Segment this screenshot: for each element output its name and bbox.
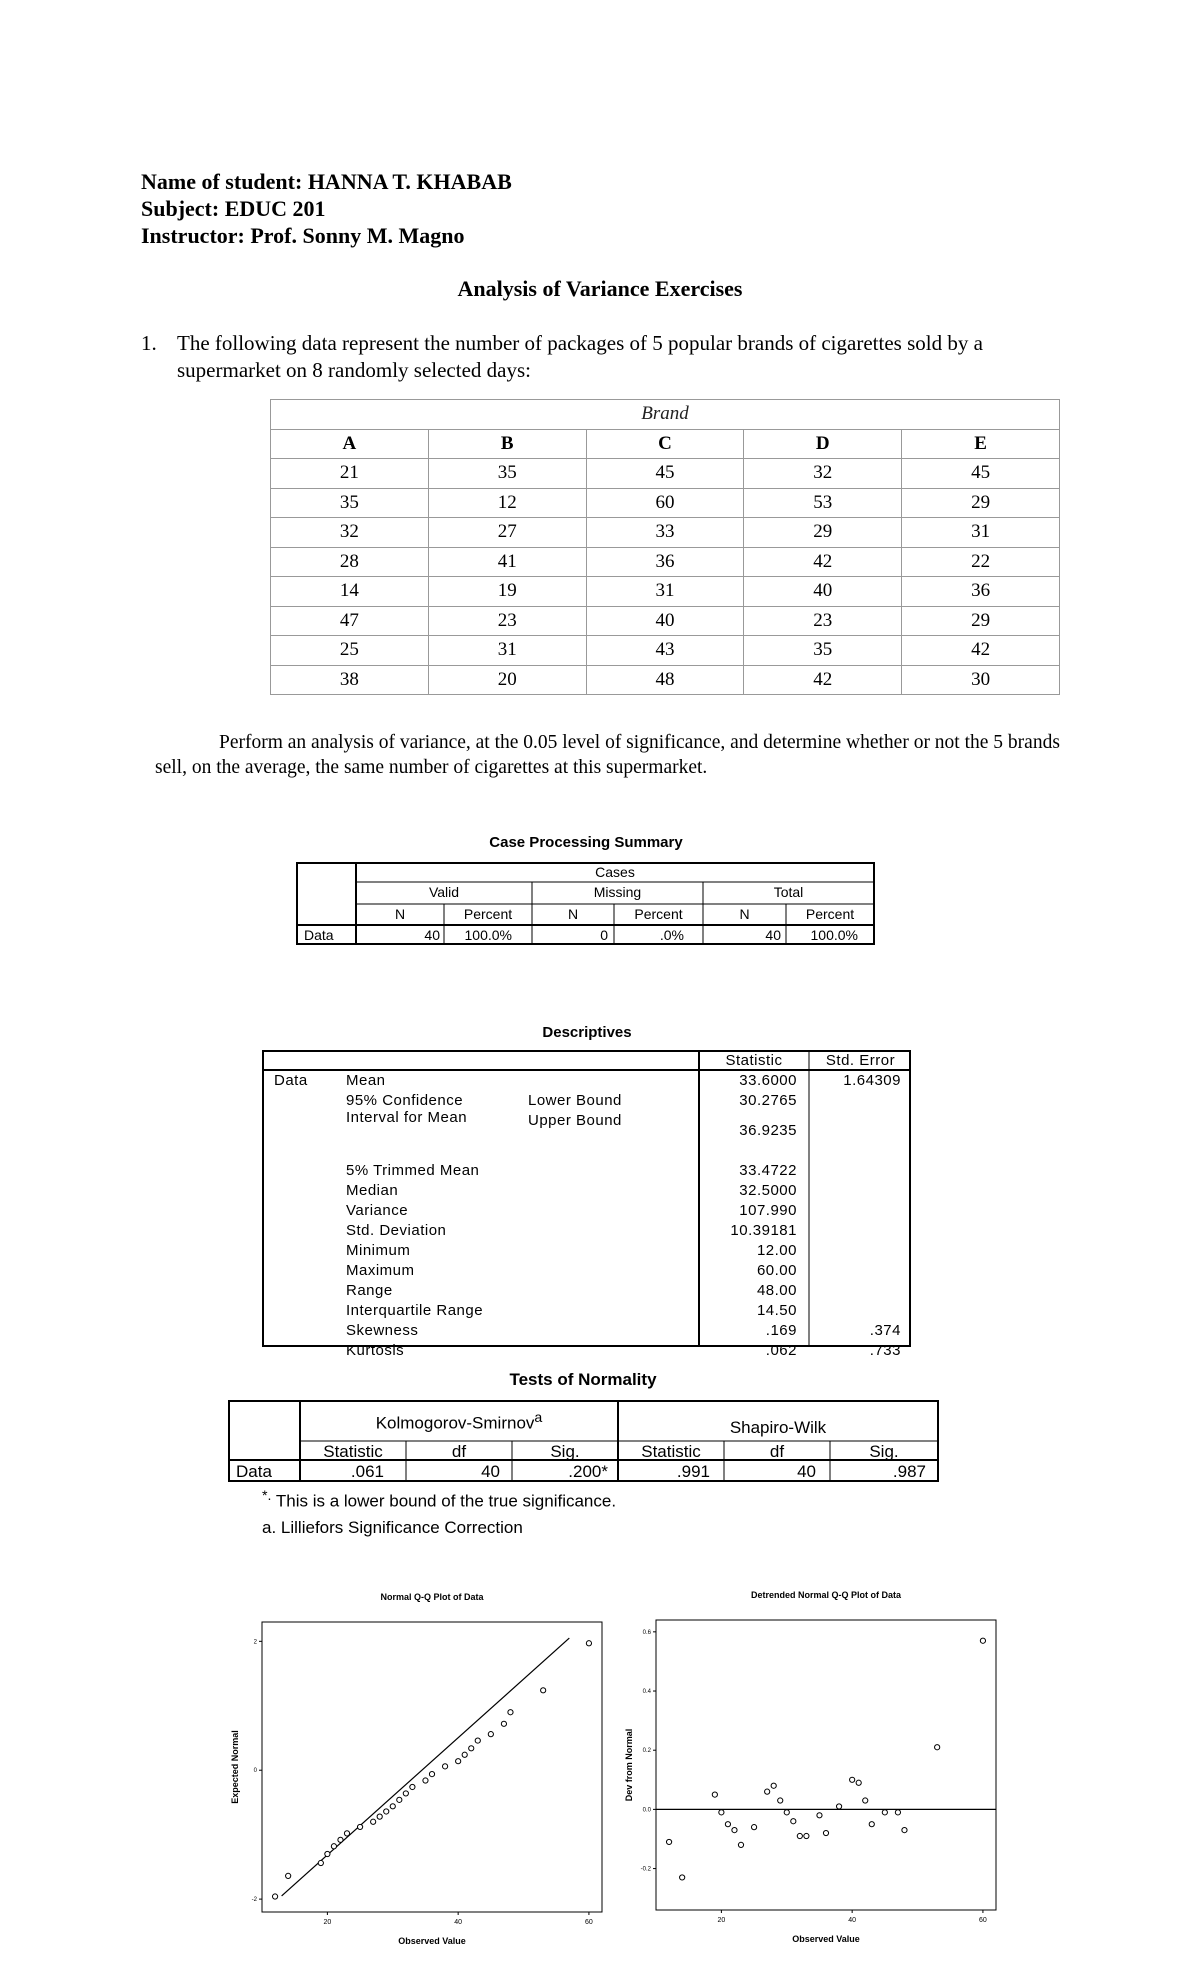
data-point [836, 1804, 841, 1809]
desc-se: 1.64309 [843, 1072, 901, 1089]
missing-n-header: N [567, 906, 579, 922]
instructor-line: Instructor: Prof. Sonny M. Magno [141, 223, 465, 248]
brand-cell: 45 [586, 459, 744, 489]
brand-cell: 40 [586, 606, 744, 636]
normality-title: Tests of Normality [509, 1370, 657, 1389]
x-tick-label: 20 [717, 1917, 726, 1924]
brand-cell: 48 [586, 665, 744, 695]
desc-stat: 30.2765 [739, 1092, 797, 1109]
x-tick-label: 40 [454, 1919, 463, 1926]
chart-title: Detrended Normal Q-Q Plot of Data [750, 1590, 902, 1600]
ks-sig-header: Sig. [550, 1442, 580, 1461]
data-point [344, 1831, 349, 1836]
data-point [456, 1759, 461, 1764]
data-point [712, 1792, 717, 1797]
brand-cell: 47 [271, 606, 429, 636]
sw-df: 40 [797, 1462, 816, 1481]
question-1 [141, 330, 1071, 384]
brand-cell: 20 [428, 665, 586, 695]
brand-cell: 60 [586, 488, 744, 518]
brand-cell: 22 [902, 547, 1060, 577]
brand-row [271, 518, 1060, 548]
desc-stat: 36.9235 [739, 1122, 797, 1139]
brand-cell: 31 [428, 636, 586, 666]
data-point [488, 1732, 493, 1737]
brand-cell: 53 [744, 488, 902, 518]
tn-row-label: Data [236, 1462, 272, 1481]
ks-superscript: a [534, 1410, 543, 1426]
desc-label: Kurtosis [346, 1342, 405, 1359]
reference-line [282, 1638, 570, 1896]
data-point [823, 1830, 828, 1835]
brand-col-c: C [586, 429, 744, 459]
desc-label: Range [346, 1282, 393, 1299]
desc-se: .374 [869, 1322, 901, 1339]
desc-label: Maximum [346, 1262, 415, 1279]
brand-cell: 14 [271, 577, 429, 607]
brand-cell: 42 [744, 665, 902, 695]
sw-df-header: df [769, 1442, 785, 1461]
brand-cell: 38 [271, 665, 429, 695]
brand-cell: 36 [586, 547, 744, 577]
valid-n-header: N [394, 906, 406, 922]
desc-stat: 48.00 [756, 1282, 797, 1299]
y-tick-label: -2 [251, 1897, 257, 1904]
cps-valid-n: 40 [424, 927, 440, 943]
brand-cell: 42 [744, 547, 902, 577]
data-point [850, 1777, 855, 1782]
brand-col-e: E [902, 429, 1060, 459]
normal-qq-plot [228, 1588, 608, 1973]
brand-cell: 33 [586, 518, 744, 548]
ks-statistic: .061 [350, 1462, 384, 1481]
data-point [791, 1819, 796, 1824]
desc-row-label: Data [274, 1072, 308, 1089]
brand-cell: 25 [271, 636, 429, 666]
chart-title: Normal Q-Q Plot of Data [380, 1592, 484, 1602]
brand-row [271, 547, 1060, 577]
y-tick-label: 0.4 [642, 1689, 651, 1696]
total-percent-header: Percent [805, 906, 855, 922]
brand-cell: 29 [902, 606, 1060, 636]
sw-statistic-header: Statistic [641, 1442, 701, 1461]
sw-statistic: .991 [676, 1462, 710, 1481]
desc-label: Mean [346, 1072, 386, 1089]
cases-label: Cases [595, 864, 635, 880]
brand-row [271, 665, 1060, 695]
brand-cell: 12 [428, 488, 586, 518]
y-tick-label: 0 [253, 1768, 257, 1775]
data-point [338, 1837, 343, 1842]
data-point [325, 1851, 330, 1856]
ks-df: 40 [481, 1462, 500, 1481]
instruction-text [155, 730, 1091, 780]
data-point [410, 1784, 415, 1789]
data-point [869, 1822, 874, 1827]
footnote-star-text: This is a lower bound of the true significance. [275, 1491, 617, 1511]
data-point [390, 1804, 395, 1809]
brand-cell: 42 [902, 636, 1060, 666]
data-point [377, 1814, 382, 1819]
descriptives-title: Descriptives [542, 1024, 632, 1041]
data-point [863, 1798, 868, 1803]
brand-cell: 31 [586, 577, 744, 607]
x-tick-label: 60 [585, 1919, 593, 1926]
x-tick-label: 60 [979, 1917, 987, 1924]
data-point [935, 1745, 940, 1750]
data-point [738, 1842, 743, 1847]
brand-row [271, 488, 1060, 518]
student-name: Name of student: HANNA T. KHABAB [141, 169, 512, 194]
brand-row [271, 636, 1060, 666]
footnote-star [262, 1488, 616, 1512]
footnote-a-text: Lilliefors Significance Correction [280, 1518, 523, 1537]
ks-sig: .200* [568, 1462, 608, 1481]
data-point [980, 1638, 985, 1643]
data-point [771, 1783, 776, 1788]
desc-label: Minimum [346, 1242, 411, 1259]
brand-cell: 36 [902, 577, 1060, 607]
desc-label: Std. Deviation [346, 1222, 447, 1239]
data-point [331, 1844, 336, 1849]
data-point [508, 1710, 513, 1715]
missing-percent-header: Percent [634, 906, 683, 922]
data-point [902, 1828, 907, 1833]
footnote-a-mark: a. [262, 1518, 277, 1537]
cps-total-percent: 100.0% [810, 927, 858, 943]
desc-sublabel: Lower Bound [528, 1092, 622, 1109]
brand-cell: 23 [744, 606, 902, 636]
brand-table [270, 399, 1060, 695]
brand-cell: 45 [902, 459, 1060, 489]
sw-sig-header: Sig. [869, 1442, 899, 1461]
brand-cell: 28 [271, 547, 429, 577]
data-point [732, 1828, 737, 1833]
desc-stat: 10.39181 [730, 1222, 797, 1239]
desc-se: .733 [869, 1342, 901, 1359]
desc-stat: 14.50 [756, 1302, 797, 1319]
brand-cell: 35 [744, 636, 902, 666]
data-point [357, 1824, 362, 1829]
data-point [475, 1738, 480, 1743]
desc-label: Interquartile Range [346, 1302, 484, 1319]
ks-label: Kolmogorov-Smirnov [375, 1413, 535, 1433]
data-point [423, 1778, 428, 1783]
data-point [397, 1797, 402, 1802]
data-point [856, 1780, 861, 1785]
y-tick-label: -0.2 [640, 1866, 651, 1873]
desc-sublabel: Upper Bound [528, 1112, 622, 1129]
desc-stat: 33.4722 [739, 1162, 797, 1179]
data-point [804, 1833, 809, 1838]
data-point [751, 1825, 756, 1830]
case-processing-title: Case Processing Summary [489, 834, 683, 851]
brand-col-b: B [428, 429, 586, 459]
data-point [318, 1860, 323, 1865]
subject-line: Subject: EDUC 201 [141, 196, 326, 221]
ks-statistic-header: Statistic [323, 1442, 383, 1461]
footnote-a [262, 1518, 523, 1538]
col-stderr: Std. Error [825, 1052, 896, 1069]
desc-stat: 12.00 [756, 1242, 797, 1259]
brand-cell: 41 [428, 547, 586, 577]
y-tick-label: 0.2 [642, 1748, 651, 1755]
data-point [403, 1791, 408, 1796]
ks-df-header: df [451, 1442, 467, 1461]
x-tick-label: 40 [848, 1917, 857, 1924]
data-point [272, 1894, 277, 1899]
desc-label: Skewness [346, 1322, 419, 1339]
sw-header: Shapiro-Wilk [729, 1418, 827, 1437]
data-point [784, 1810, 789, 1815]
data-point [586, 1641, 591, 1646]
plot-frame [656, 1620, 996, 1910]
detrended-qq-plot [622, 1586, 1002, 1971]
desc-stat: .062 [765, 1342, 797, 1359]
col-statistic: Statistic [725, 1052, 783, 1069]
data-point [384, 1809, 389, 1814]
data-point [501, 1721, 506, 1726]
data-point [797, 1833, 802, 1838]
brand-cell: 23 [428, 606, 586, 636]
cps-row-label: Data [304, 927, 334, 943]
brand-col-a: A [271, 429, 429, 459]
data-point [680, 1875, 685, 1880]
brand-row [271, 606, 1060, 636]
brand-cell: 29 [744, 518, 902, 548]
brand-cell: 19 [428, 577, 586, 607]
desc-stat: 107.990 [739, 1202, 797, 1219]
brand-row [271, 577, 1060, 607]
x-axis-label: Observed Value [398, 1936, 466, 1946]
y-tick-label: 0.0 [642, 1807, 651, 1814]
desc-stat: .169 [765, 1322, 797, 1339]
cps-missing-n: 0 [600, 927, 608, 943]
valid-label: Valid [428, 884, 460, 900]
case-processing-table [296, 862, 876, 946]
desc-label: 95% Confidence Interval for Mean [346, 1092, 468, 1126]
descriptives-table [262, 1050, 912, 1359]
data-point [882, 1810, 887, 1815]
instruction-body: Perform an analysis of variance, at the 0.05 level of significance, and determine whether or not the 5 brands sell, on the average, the same number of cigarettes at this supermarket. [155, 732, 1060, 778]
brand-col-d: D [744, 429, 902, 459]
missing-label: Missing [593, 884, 642, 900]
data-point [719, 1810, 724, 1815]
y-axis-label: Expected Normal [230, 1730, 240, 1804]
data-point [895, 1810, 900, 1815]
brand-cell: 35 [428, 459, 586, 489]
question-text: The following data represent the number of packages of 5 popular brands of cigarettes sold by a supermarket on 8 randomly selected days: [177, 331, 983, 382]
brand-row [271, 459, 1060, 489]
brand-cell: 31 [902, 518, 1060, 548]
footnote-star-mark: *. [262, 1488, 272, 1504]
ks-header [300, 1410, 618, 1434]
data-point [666, 1839, 671, 1844]
desc-stat: 32.5000 [739, 1182, 797, 1199]
total-label: Total [773, 884, 804, 900]
x-axis-label: Observed Value [792, 1934, 860, 1944]
sw-sig: .987 [892, 1462, 926, 1481]
data-point [725, 1822, 730, 1827]
desc-stat: 60.00 [756, 1262, 797, 1279]
data-point [469, 1746, 474, 1751]
brand-caption: Brand [271, 400, 1060, 430]
normality-table [228, 1400, 940, 1484]
brand-cell: 32 [744, 459, 902, 489]
y-tick-label: 0.6 [642, 1629, 651, 1636]
brand-cell: 21 [271, 459, 429, 489]
desc-label: Median [346, 1182, 399, 1199]
total-n-header: N [739, 906, 750, 922]
valid-percent-header: Percent [463, 906, 513, 922]
data-point [541, 1688, 546, 1693]
y-tick-label: 2 [253, 1639, 257, 1646]
desc-label: Variance [346, 1202, 409, 1219]
desc-label: 5% Trimmed Mean [346, 1162, 480, 1179]
data-point [286, 1873, 291, 1878]
question-number: 1. [141, 331, 157, 355]
data-point [765, 1789, 770, 1794]
brand-cell: 43 [586, 636, 744, 666]
cps-total-n: 40 [765, 927, 781, 943]
brand-cell: 27 [428, 518, 586, 548]
desc-stat: 33.6000 [739, 1072, 797, 1089]
brand-cell: 35 [271, 488, 429, 518]
data-point [429, 1771, 434, 1776]
cps-valid-percent: 100.0% [464, 927, 512, 943]
data-point [371, 1819, 376, 1824]
data-point [442, 1764, 447, 1769]
x-tick-label: 20 [323, 1919, 332, 1926]
data-point [778, 1798, 783, 1803]
cps-missing-percent: .0% [659, 927, 684, 943]
brand-cell: 30 [902, 665, 1060, 695]
y-axis-label: Dev from Normal [624, 1728, 634, 1802]
data-point [462, 1752, 467, 1757]
brand-cell: 40 [744, 577, 902, 607]
data-point [817, 1813, 822, 1818]
brand-cell: 32 [271, 518, 429, 548]
brand-cell: 29 [902, 488, 1060, 518]
page-title: Analysis of Variance Exercises [457, 276, 743, 301]
